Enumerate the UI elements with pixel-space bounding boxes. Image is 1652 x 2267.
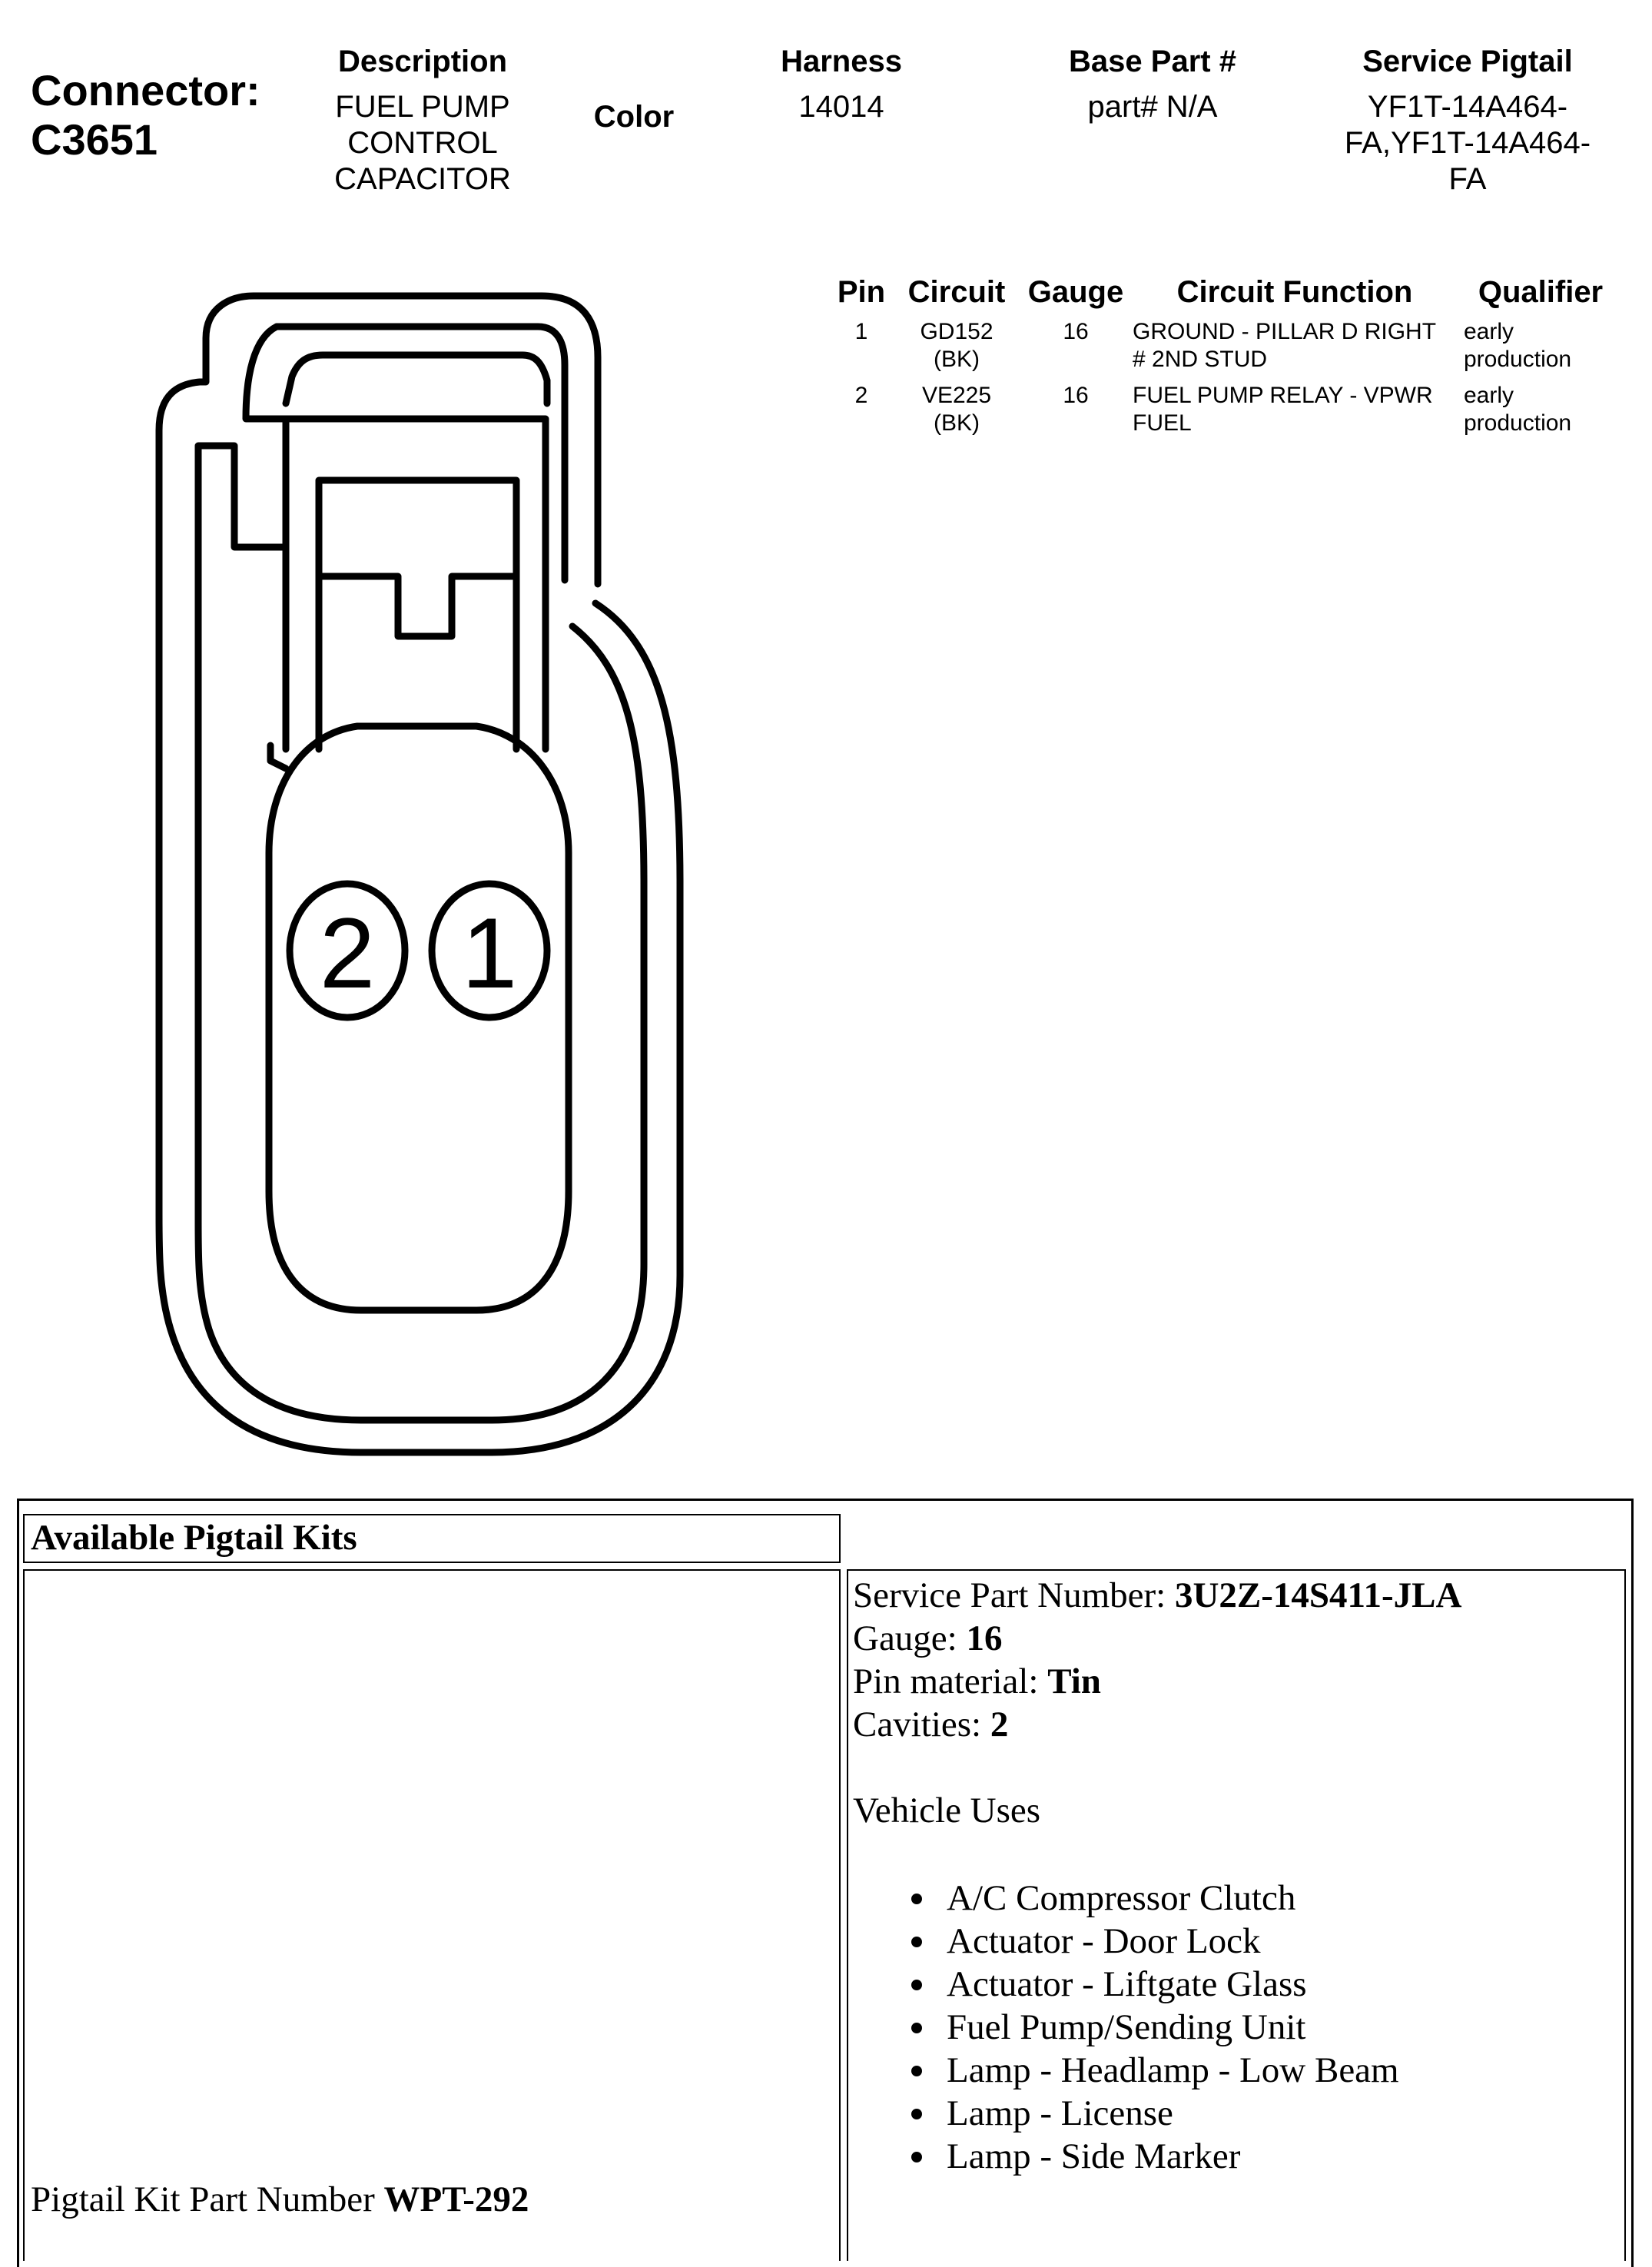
pin-material-line xyxy=(853,1660,1621,1703)
bullet-icon xyxy=(911,1937,922,1947)
qualifier-line: production xyxy=(1464,347,1572,372)
cavities-value: 2 xyxy=(990,1704,1009,1744)
gauge-line xyxy=(853,1617,1621,1660)
circuit-value xyxy=(899,382,1014,437)
gauge-label: Gauge: xyxy=(853,1618,967,1658)
gauge-value: 16 xyxy=(1063,383,1089,408)
circuit-line: VE225 xyxy=(921,383,992,408)
circuit-function-header: Circuit Function xyxy=(1176,275,1413,309)
bullet-icon xyxy=(911,2066,922,2076)
pigtail-details xyxy=(853,1574,1621,2178)
circuit-function-line: # 2ND STUD xyxy=(1133,347,1268,372)
service-pigtail-value xyxy=(1306,89,1629,197)
service-pigtail-column xyxy=(1306,43,1629,197)
list-item xyxy=(947,2092,1621,2135)
circuit-function-line: FUEL xyxy=(1133,410,1192,436)
pigtail-detail-cell xyxy=(847,1569,1626,2261)
list-item xyxy=(947,1963,1621,2006)
connector-label: Connector: xyxy=(31,66,260,115)
harness-header: Harness xyxy=(781,45,902,78)
kit-part-label: Pigtail Kit Part Number xyxy=(31,2179,384,2219)
qualifier-value xyxy=(1464,318,1633,373)
circuit-function-line: GROUND - PILLAR D RIGHT xyxy=(1133,319,1437,344)
qualifier-line: early xyxy=(1464,319,1514,344)
pin-material-label: Pin material: xyxy=(853,1661,1048,1701)
latch-top xyxy=(286,355,547,403)
connector-diagram xyxy=(0,0,768,1499)
circuit-line: (BK) xyxy=(934,410,980,436)
gauge-header: Gauge xyxy=(1027,275,1124,309)
list-item xyxy=(947,2049,1621,2092)
gauge-value: 16 xyxy=(1063,319,1089,344)
service-pigtail-line: YF1T-14A464- xyxy=(1367,90,1568,124)
circuit-value xyxy=(899,318,1014,373)
list-item xyxy=(947,2006,1621,2049)
vehicle-use: A/C Compressor Clutch xyxy=(947,1878,1296,1918)
vehicle-use: Lamp - License xyxy=(947,2093,1173,2133)
qualifier-line: production xyxy=(1464,410,1572,436)
bullet-icon xyxy=(911,2023,922,2033)
vehicle-use: Actuator - Door Lock xyxy=(947,1921,1261,1961)
pin-number: 2 xyxy=(854,383,868,408)
base-part-value: part# N/A xyxy=(1087,90,1218,124)
bullet-icon xyxy=(911,2152,922,2162)
list-item xyxy=(947,1920,1621,1963)
description-header: Description xyxy=(337,45,508,78)
qualifier-header: Qualifier xyxy=(1478,275,1604,309)
latch-body xyxy=(286,419,546,749)
circuit-line: (BK) xyxy=(934,347,980,372)
harness-value: 14014 xyxy=(798,90,884,124)
pin-header: Pin xyxy=(837,275,886,309)
pin-face xyxy=(269,726,569,1310)
cavities-label: Cavities: xyxy=(853,1704,990,1744)
vehicle-use: Actuator - Liftgate Glass xyxy=(947,1964,1307,2004)
kit-part-value: WPT-292 xyxy=(383,2179,529,2219)
gauge-detail-value: 16 xyxy=(966,1618,1003,1658)
service-part-value: 3U2Z-14S411-JLA xyxy=(1174,1575,1462,1615)
color-header: Color xyxy=(593,100,675,134)
vehicle-use: Fuel Pump/Sending Unit xyxy=(947,2007,1306,2047)
vehicle-use: Lamp - Headlamp - Low Beam xyxy=(947,2050,1399,2090)
vehicle-use: Lamp - Side Marker xyxy=(947,2136,1241,2176)
pigtail-kit-cell xyxy=(23,1569,841,2261)
qualifier-line: early xyxy=(1464,383,1514,408)
circuit-function-line: FUEL PUMP RELAY - VPWR xyxy=(1133,383,1433,408)
service-pigtail-header: Service Pigtail xyxy=(1362,45,1573,78)
harness-column xyxy=(738,43,945,125)
bullet-icon xyxy=(911,1980,922,1990)
description-line: FUEL PUMP xyxy=(335,90,510,124)
qualifier-value xyxy=(1464,382,1633,437)
pin-label-1: 1 xyxy=(461,897,518,1009)
service-pigtail-line: FA xyxy=(1448,162,1487,196)
vehicle-uses-label: Vehicle Uses xyxy=(853,1791,1041,1831)
base-part-header: Base Part # xyxy=(1069,45,1236,78)
latch-tab xyxy=(319,576,516,636)
service-pigtail-line: FA,YF1T-14A464- xyxy=(1344,126,1591,160)
bullet-icon xyxy=(911,1894,922,1904)
pin-number: 1 xyxy=(854,319,868,344)
description-line: CONTROL xyxy=(347,126,498,160)
vehicle-uses-list xyxy=(947,1877,1621,2178)
list-item xyxy=(947,2135,1621,2178)
pigtail-title-cell xyxy=(23,1514,841,1563)
connector-id: C3651 xyxy=(31,115,158,164)
service-part-line xyxy=(853,1574,1621,1617)
pin-label-2: 2 xyxy=(319,897,376,1009)
list-item xyxy=(947,1877,1621,1920)
description-line: CAPACITOR xyxy=(334,162,511,196)
circuit-line: GD152 xyxy=(920,319,994,344)
housing-inner-outline xyxy=(198,327,644,1420)
circuit-function-value xyxy=(1133,382,1463,437)
cavities-line xyxy=(853,1703,1621,1746)
circuit-header: Circuit xyxy=(907,275,1006,309)
circuit-function-value xyxy=(1133,318,1463,373)
bullet-icon xyxy=(911,2109,922,2119)
pin-material-value: Tin xyxy=(1047,1661,1101,1701)
pigtail-kit-part-number xyxy=(31,2178,529,2221)
base-part-column xyxy=(1030,43,1275,125)
latch-window xyxy=(319,480,516,749)
pigtail-title: Available Pigtail Kits xyxy=(31,1518,357,1558)
service-part-label: Service Part Number: xyxy=(853,1575,1175,1615)
